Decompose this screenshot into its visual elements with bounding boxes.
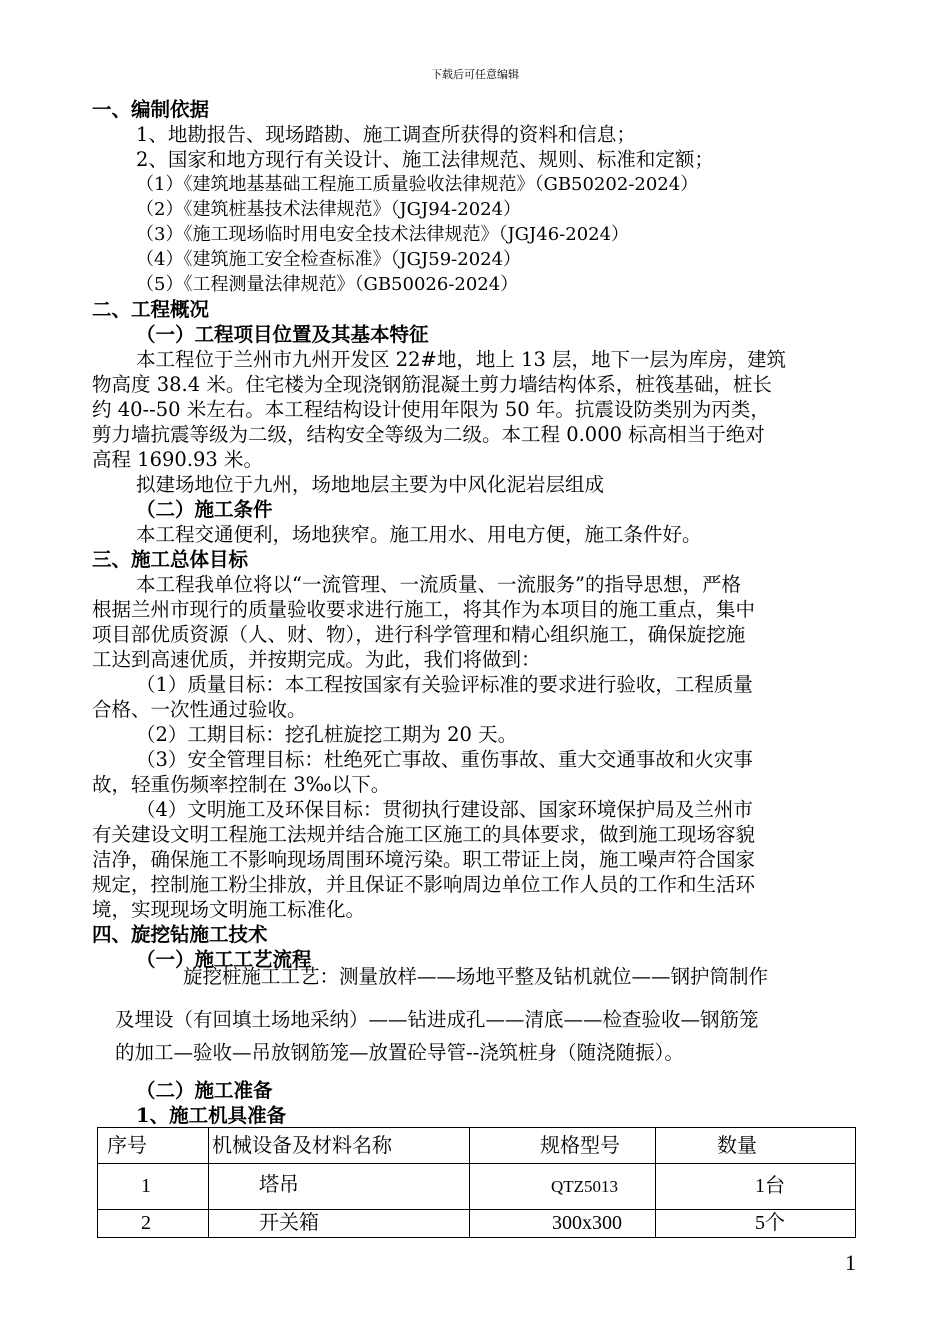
text-line: （4）《建筑施工安全检查标准》（JGJ59-2024） (136, 249, 522, 270)
text-line: 本工程我单位将以“一流管理、一流质量、一流服务”的指导思想，严格 (136, 573, 741, 596)
text-line: 约 40--50 米左右。本工程结构设计使用年限为 50 年。抗震设防类别为丙类， (92, 398, 770, 421)
table-row (98, 1210, 856, 1238)
text-line: （5）《工程测量法律规范》（GB50026-2024） (136, 274, 519, 295)
section-heading: （一）施工工艺流程 (136, 948, 312, 971)
text-line: 拟建场地位于九州，场地地层主要为中风化泥岩层组成 (136, 473, 605, 496)
section-heading: （二）施工准备 (136, 1079, 273, 1102)
text-line: 的加工—验收—吊放钢筋笼—放置砼导管--浇筑桩身（随浇随振）。 (115, 1041, 684, 1064)
section-heading: 三、施工总体目标 (92, 548, 249, 571)
text-line: （2）工期目标：挖孔桩旋挖工期为 20 天。 (136, 723, 518, 746)
section-heading: （二）施工条件 (136, 498, 273, 521)
text-line: （2）《建筑桩基技术法律规范》（JGJ94-2024） (136, 199, 522, 220)
text-line: （1）质量目标：本工程按国家有关验评标准的要求进行验收，工程质量 (136, 673, 753, 696)
text-line: 项目部优质资源（人、财、物），进行科学管理和精心组织施工，确保旋挖施 (92, 623, 746, 646)
table-cell-spec: QTZ5013 (551, 1177, 619, 1196)
table-header-name: 机械设备及材料名称 (212, 1133, 392, 1157)
table-header-quantity: 数量 (717, 1133, 757, 1157)
text-line: （1）《建筑地基基础工程施工质量验收法律规范》（GB50202-2024） (136, 174, 699, 195)
text-line: 及埋设（有回填土场地采纳）——钻进成孔——清底——检查验收—钢筋笼 (115, 1008, 759, 1031)
text-line: （4）文明施工及环保目标：贯彻执行建设部、国家环境保护局及兰州市 (136, 798, 753, 821)
table-cell-spec: 300x300 (552, 1212, 622, 1234)
section-heading: 四、旋挖钻施工技术 (92, 923, 268, 946)
text-line: 本工程位于兰州市九州开发区 22#地，地上 13 层，地下一层为库房，建筑 (136, 348, 787, 371)
table-cell-quantity: 1台 (755, 1175, 785, 1197)
table-cell (98, 1210, 209, 1238)
table-cell (98, 1164, 209, 1210)
text-line: 境，实现现场文明施工标准化。 (92, 898, 366, 921)
text-line: 2、国家和地方现行有关设计、施工法律规范、规则、标准和定额； (136, 148, 714, 171)
section-heading: 一、编制依据 (92, 98, 210, 121)
text-line: 根据兰州市现行的质量验收要求进行施工，将其作为本项目的施工重点，集中 (92, 598, 756, 621)
text-line: 剪力墙抗震等级为二级，结构安全等级为二级。本工程 0.000 标高相当于绝对 (92, 423, 765, 446)
section-heading: （一）工程项目位置及其基本特征 (136, 323, 429, 346)
text-line: 工达到高速优质，并按期完成。为此，我们将做到： (92, 648, 541, 671)
text-line: 本工程交通便利，场地狭窄。施工用水、用电方便，施工条件好。 (136, 523, 702, 546)
text-line: 合格、一次性通过验收。 (92, 698, 307, 721)
text-line: 物高度 38.4 米。住宅楼为全现浇钢筋混凝土剪力墙结构体系，桩筏基础，桩长 (92, 373, 772, 396)
table-cell (209, 1210, 470, 1238)
section-heading: 1、施工机具准备 (136, 1104, 287, 1127)
table-cell-number: 1 (141, 1175, 151, 1197)
text-line: 洁净，确保施工不影响现场周围环境污染。职工带证上岗，施工噪声符合国家 (92, 848, 756, 871)
text-line: （3）安全管理目标：杜绝死亡事故、重伤事故、重大交通事故和火灾事 (136, 748, 753, 771)
table-cell-quantity: 5个 (755, 1212, 785, 1234)
table-header-number: 序号 (107, 1133, 147, 1157)
table-header-spec: 规格型号 (540, 1133, 620, 1157)
section-heading: 二、工程概况 (92, 298, 210, 321)
table-cell-name: 塔吊 (259, 1172, 299, 1196)
text-line: 1、地勘报告、现场踏勘、施工调查所获得的资料和信息； (136, 123, 636, 146)
text-line: 高程 1690.93 米。 (92, 448, 264, 471)
table-cell-number: 2 (141, 1212, 151, 1234)
text-line: 故，轻重伤频率控制在 3‰以下。 (92, 773, 391, 796)
page-header: 下载后可任意编辑 (431, 68, 519, 81)
text-line: 规定，控制施工粉尘排放，并且保证不影响周边单位工作人员的工作和生活环 (92, 873, 756, 896)
text-line: （3）《施工现场临时用电安全技术法律规范》（JGJ46-2024） (136, 224, 630, 245)
page-number: 1 (845, 1250, 856, 1275)
table-row (98, 1164, 856, 1210)
table-cell (209, 1164, 470, 1210)
table-cell-name: 开关箱 (259, 1210, 319, 1234)
text-line: 有关建设文明工程施工法规并结合施工区施工的具体要求，做到施工现场容貌 (92, 823, 756, 846)
text-line: 旋挖桩施工工艺：测量放样——场地平整及钻机就位——钢护筒制作 (183, 965, 769, 988)
